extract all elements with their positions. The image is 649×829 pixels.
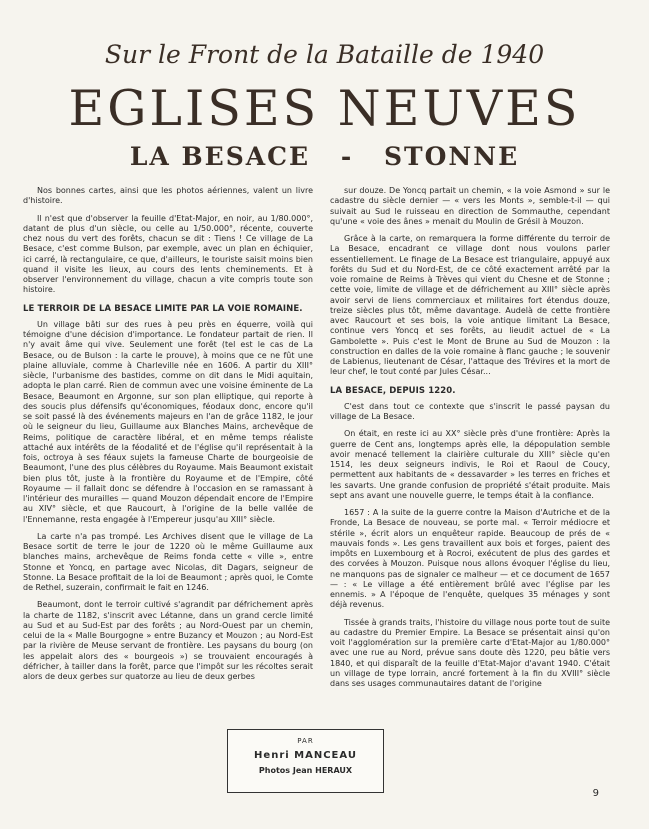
paragraph: On était, en reste ici au XX° siècle près d'une frontière: Après la guerre de Cent ans, longtemps après elle, la dépopulation semble avoir menacé tellement la clairière culturale du XIII° siècle qu'en 1514, les deux seigneurs indivis, le Roi et Raoul de Coucy, permettent aux habitants de « dessavarder » les terres en friches et les savarts. Une grande confusion de propriété s'était produite. Mais sept ans avant une nouvelle guerre, le temps était à la confiance. xyxy=(330,429,610,500)
author-credit-box xyxy=(227,729,384,793)
paragraph: Nos bonnes cartes, ainsi que les photos aériennes, valent un livre d'histoire. xyxy=(23,186,313,206)
right-column xyxy=(330,186,610,696)
paragraph: La carte n'a pas trompé. Les Archives disent que le village de La Besace sortit de terre le jour de 1220 où le même Guillaume aux blanches mains, archevêque de Reims fonda cette « ville », entre Stonne et Yoncq, en partage avec Nicolas, dit Dagars, seigneur de Stonne. La Besace profitait de la loi de Beaumont ; après quoi, le Comte de Rethel, suzerain, confirmait le fait en 1246. xyxy=(23,531,313,592)
paragraph: 1657 : A la suite de la guerre contre la Maison d'Autriche et de la Fronde, La Besace de nouveau, se porte mal. « Terroir médiocre et stérile », écrit alors un enquêteur rapide. Beaucoup de prés de « mauvais fonds ». Les gens travaillent aux bois et forges, paient des impôts en Luxembourg et à Rocroi, exécutent de plus des gardes et des corvées à Mouzon. Puisque nous allons évoquer l'église du lieu, ne manquons pas de signaler ce malheur — et ce document de 1657 — : « Le village a été entièrement brûlé avec l'église par les ennemis. » A l'époque de l'enquête, quelques 35 ménages y sont déjà revenus. xyxy=(330,508,610,610)
subtitle xyxy=(0,142,649,171)
kicker: Sur le Front de la Bataille de 1940 xyxy=(104,40,545,69)
credit-author: Henri MANCEAU xyxy=(254,750,357,761)
paragraph: Un village bâti sur des rues à peu près en équerre, voilà qui témoigne d'une décision d'importance. Le fondateur partait de rien. Il n'y avait âme qui vive. Seulement une forêt (tel est le cas de La Besace, ou de Bulson : la carte le prouve), à moins que ce ne fût une plaine alluviale, comme à Charleville née en 1606. A partir du XIII° siècle, l'urbanisme des bastides, comme on dit dans le Midi aquitain, adopta le plan carré. Rien de commun avec une voisine éminente de La Besace, Beaumont en Argonne, sur son plan elliptique, qui reporte à des soucis plus défensifs qu'économiques, féodaux donc, encore qu'il se soit passé là des événements majeurs en l'an de grâce 1182, le jour où le seigneur du lieu, Guillaume aux Blanches Mains, archevêque de Reims, politique de caractère libéral, et en même temps réaliste attaché aux intérêts de la féodalité et de l'église qu'il représentait à la fois, octroya à ses féaux sujets la fameuse Charte de bourgeoisie de Beaumont, l'une des plus célèbres du Royaume. Mais Beaumont existait bien plus tôt, juste à la frontière du Royaume et de l'Empire, côté Royaume — il fallait donc se défendre à l'occasion en se ramassant à l'intérieur des murailles — quand Mouzon dépendait encore de l'Empire au XIV° siècle, et que Raucourt, à l'origine de la belle vallée de l'Ennemanne, resta engagée à l'Empereur jusqu'au XIII° siècle. xyxy=(23,319,313,524)
paragraph: sur douze. De Yoncq partait un chemin, « la voie Asmond » sur le cadastre du siècle dernier — « vers les Monts », semble-t-il — qui suivait au Sud le ruisseau en direction de Sommauthe, cependant qu'une « voie des ânes » menait du Moulin de Grésil à Mouzon. xyxy=(330,186,610,226)
paragraph: C'est dans tout ce contexte que s'inscrit le passé paysan du village de La Besace. xyxy=(330,401,610,421)
subtitle-right: STONNE xyxy=(383,142,520,171)
paragraph: Tissée à grands traits, l'histoire du village nous porte tout de suite au cadastre du Premier Empire. La Besace se présentait ainsi qu'on voit l'agglomération sur la première carte d'Etat-Major au 1/80.000° avec une rue au Nord, prévue sans doute dès 1220, peu bâtie vers 1840, et qui disparaît de la feuille d'Etat-Major d'avant 1940. C'était un village de type lorrain, ancré fortement à la fin du XVIII° siècle dans ses usages communautaires datant de l'origine xyxy=(330,617,610,688)
page-number: 9 xyxy=(592,788,599,799)
subtitle-separator: - xyxy=(340,142,354,171)
section-heading: LA BESACE, DEPUIS 1220. xyxy=(330,385,456,396)
credit-par: PAR xyxy=(297,737,314,745)
section-heading: LE TERROIR DE LA BESACE LIMITE PAR LA VOIE ROMAINE. xyxy=(23,303,303,314)
credit-photos: Photos Jean HERAUX xyxy=(258,766,353,775)
paragraph: Beaumont, dont le terroir cultivé s'agrandit par défrichement après la charte de 1182, s'inscrit avec Létanne, dans un grand cercle limité au Sud et au Sud-Est par des forêts ; au Nord-Ouest par un chemin, celui de la « Malle Bourgogne » entre Buzancy et Mouzon ; au Nord-Est par la rivière de Meuse servant de frontière. Les paysans du bourg (on les appelait alors des « bourgeois ») se trouvaient encouragés à défricher, à tailler dans la forêt, parce que l'impôt sur les récoltes serait alors de deux gerbes sur quatorze au lieu de deux gerbes xyxy=(23,600,313,681)
page-title: EGLISES NEUVES xyxy=(68,80,581,137)
left-column xyxy=(23,186,313,689)
paragraph: Grâce à la carte, on remarquera la forme différente du terroir de La Besace, encadrant ce village dont nous voulons parler essentiellement. Le finage de La Besace est triangulaire, appuyé aux forêts du Sud et du Nord-Est, de ce côté exactement arrêté par la voie romaine de Reims à Trèves qui vient du Chesne et de Stonne ; cette voie, limite de village et de défrichement au XIII° siècle après avoir servi de liens commerciaux et militaires fort étendus douze, treize siècles plus tôt, même davantage. Audelà de cette frontière avec Raucourt et ses bois, la voie antique limitant La Besace, continue vers Yoncq et ses forêts, au lieudit actuel de « La Gambolette ». Puis c'est le Mont de Brune au Sud de Mouzon : la construction en dalles de la voie romaine à flanc gauche ; le souvenir de Labienus, lieutenant de César, l'attaque des Trévires et la mort de leur chef, le tout conté par Jules César... xyxy=(330,234,610,377)
paragraph: Il n'est que d'observer la feuille d'Etat-Major, en noir, au 1/80.000°, datant de plus d'un siècle, ou celle au 1/50.000°, récente, couverte chez nous du vert des forêts, chacun se dit : Tiens ! Ce village de La Besace, c'est comme Bulson, par exemple, avec un plan en échiquier, ici carré, là rectangulaire, ce que, d'ailleurs, le touriste saisit moins bien quand il visite les lieux, au cours des lents cheminements. Et à observer l'environnement du village, chacun a vite compris toute son histoire. xyxy=(23,213,313,295)
subtitle-left: LA BESACE xyxy=(129,142,311,171)
